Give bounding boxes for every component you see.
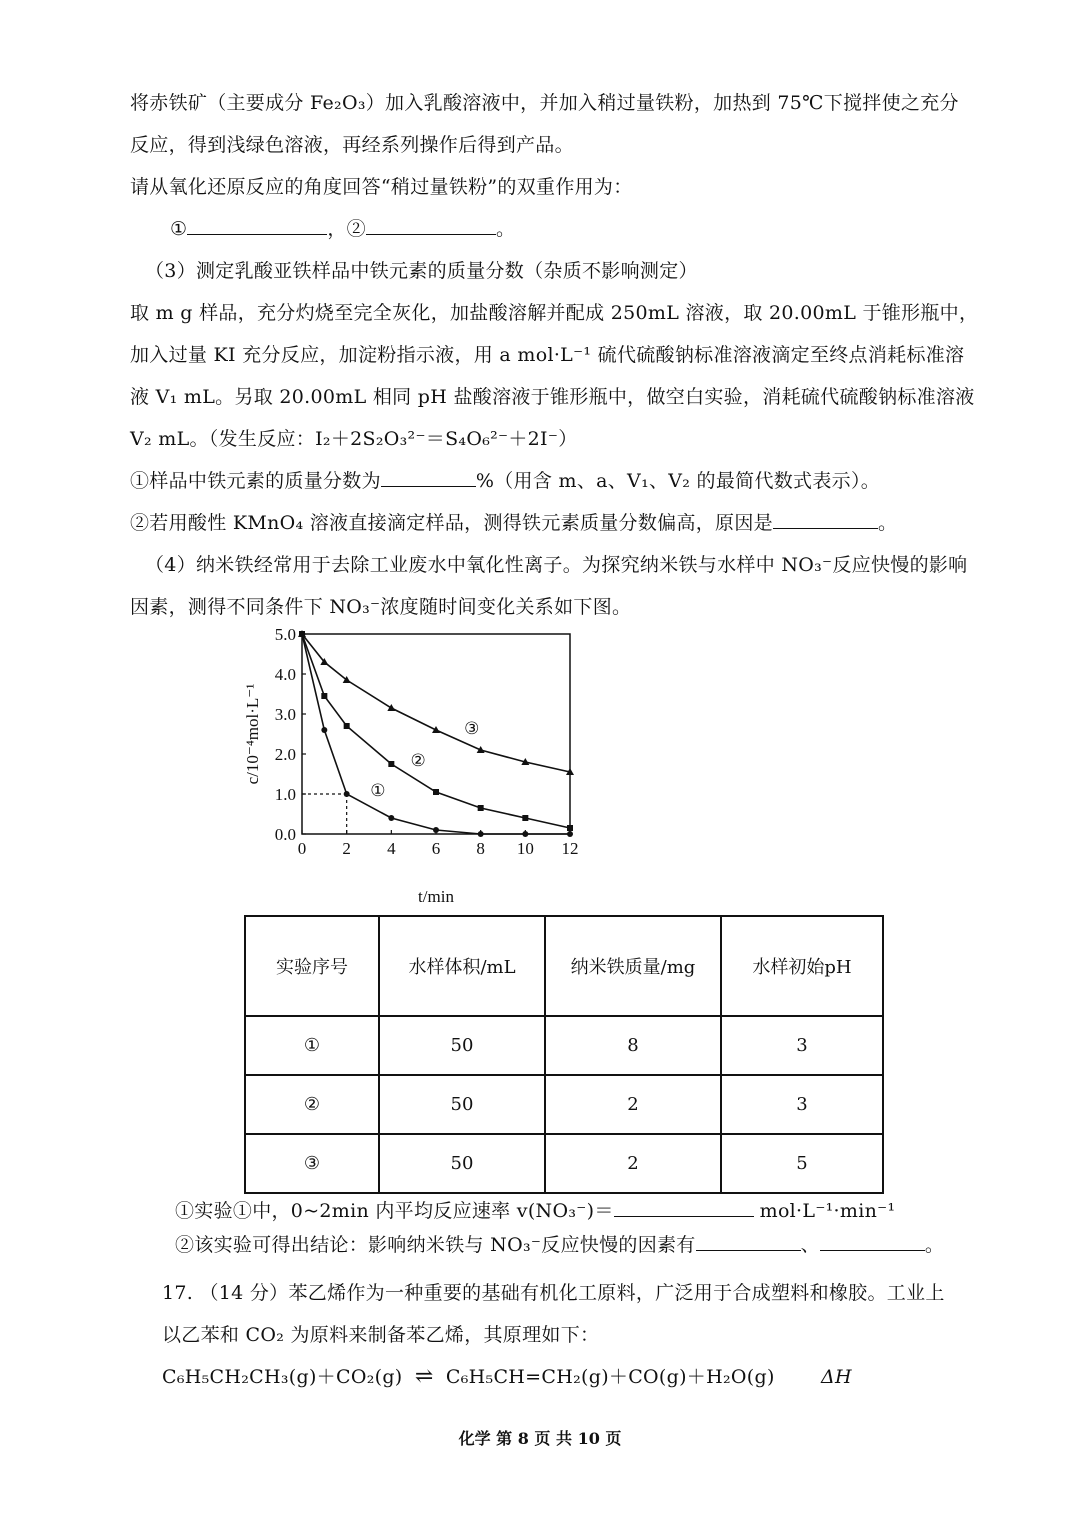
question-kmno4-text: ②若用酸性 KMnO₄ 溶液直接滴定样品，测得铁元素质量分数偏高，原因是 — [130, 512, 773, 534]
text-line-13: 因素，测得不同条件下 NO₃⁻浓度随时间变化关系如下图。 — [130, 596, 632, 618]
cell-exp: ② — [245, 1075, 379, 1134]
data-point — [344, 791, 350, 797]
data-point — [478, 805, 484, 811]
data-point — [522, 831, 528, 837]
reaction-equation — [162, 1362, 852, 1389]
question-rate — [175, 1196, 895, 1223]
y-tick-label: 0.0 — [274, 825, 296, 844]
data-point — [321, 693, 327, 699]
data-point — [567, 831, 573, 837]
y-tick-label: 4.0 — [274, 665, 296, 684]
x-tick-label: 2 — [342, 839, 351, 858]
data-point — [522, 815, 528, 821]
period: 。 — [495, 218, 516, 240]
delta-h: ΔH — [821, 1366, 852, 1388]
section-4-heading: （4）纳米铁经常用于去除工业废水中氧化性离子。为探究纳米铁与水样中 NO₃⁻反应快慢的影响 — [145, 554, 968, 576]
table-row — [245, 1075, 883, 1134]
cell-ph: 3 — [721, 1016, 883, 1075]
data-point — [388, 815, 394, 821]
answer-blank-2[interactable] — [366, 216, 496, 235]
period: 。 — [877, 512, 898, 534]
problem-17-line-2: 以乙苯和 CO₂ 为原料来制备苯乙烯，其原理如下： — [162, 1324, 600, 1346]
cell-mass: 2 — [545, 1134, 721, 1193]
text-line-6: 取 m g 样品，充分灼烧至完全灰化，加盐酸溶解并配成 250mL 溶液，取 20.00mL 于锥形瓶中， — [130, 302, 979, 324]
header-water-volume: 水样体积/mL — [379, 916, 545, 1016]
answer-blank-factor-2[interactable] — [820, 1232, 925, 1251]
data-point — [433, 789, 439, 795]
section-3-heading: （3）测定乳酸亚铁样品中铁元素的质量分数（杂质不影响测定） — [145, 260, 698, 282]
page-footer: 化学 第 8 页 共 10 页 — [458, 1429, 622, 1448]
cell-volume: 50 — [379, 1075, 545, 1134]
data-point — [567, 825, 573, 831]
x-axis-label: t/min — [418, 887, 454, 906]
cell-mass: 8 — [545, 1016, 721, 1075]
series-label-2: ② — [410, 751, 426, 770]
y-axis-label: c/10⁻⁴mol·L⁻¹ — [243, 683, 262, 785]
series-line-1 — [302, 634, 570, 834]
y-tick-label: 3.0 — [274, 705, 296, 724]
x-tick-label: 6 — [431, 839, 441, 858]
equation-products: C₆H₅CH=CH₂(g)＋CO(g)＋H₂O(g) — [445, 1366, 775, 1388]
text-line-1: 将赤铁矿（主要成分 Fe₂O₃）加入乳酸溶液中，并加入稍过量铁粉，加热到 75℃下搅拌使之充分 — [130, 92, 959, 114]
header-iron-mass: 纳米铁质量/mg — [545, 916, 721, 1016]
text-line-2: 反应，得到浅绿色溶液，再经系列操作后得到产品。 — [130, 134, 574, 156]
concentration-time-chart — [240, 620, 620, 910]
x-tick-label: 8 — [476, 839, 485, 858]
circled-2-label: ，② — [327, 218, 366, 240]
text-line-9: V₂ mL。（发生反应：I₂＋2S₂O₃²⁻＝S₄O₆²⁻＋2I⁻） — [130, 428, 578, 450]
cell-mass: 2 — [545, 1075, 721, 1134]
question-mass-fraction — [130, 466, 880, 493]
question-conclusion-text: ②该实验可得出结论：影响纳米铁与 NO₃⁻反应快慢的因素有 — [175, 1234, 696, 1256]
problem-17-line-1: 17. （14 分）苯乙烯作为一种重要的基础有机化工原料，广泛用于合成塑料和橡胶。工业上 — [162, 1282, 945, 1304]
answer-blank-factor-1[interactable] — [696, 1232, 801, 1251]
text-line-8: 液 V₁ mL。另取 20.00mL 相同 pH 盐酸溶液于锥形瓶中，做空白实验，消耗硫代硫酸钠标准溶液 — [130, 386, 975, 408]
question-mass-fraction-tail: %（用含 m、a、V₁、V₂ 的最简代数式表示）。 — [475, 470, 881, 492]
data-point — [387, 704, 395, 711]
data-point — [344, 723, 350, 729]
equilibrium-arrow-icon: ⇌ — [414, 1364, 434, 1389]
series-label-1: ① — [370, 781, 386, 800]
header-initial-ph: 水样初始pH — [721, 916, 883, 1016]
table-row — [245, 1016, 883, 1075]
table-header-row — [245, 916, 883, 1016]
answer-blank-reason[interactable] — [773, 510, 878, 529]
equation-reactants: C₆H₅CH₂CH₃(g)＋CO₂(g) — [162, 1366, 403, 1388]
y-tick-label: 2.0 — [274, 745, 296, 764]
x-tick-label: 12 — [561, 839, 579, 858]
y-tick-label: 5.0 — [274, 625, 296, 644]
text-line-3: 请从氧化还原反应的角度回答“稍过量铁粉”的双重作用为： — [130, 176, 633, 198]
experiment-table — [244, 915, 884, 1194]
circled-1-label: ① — [170, 218, 188, 240]
x-tick-label: 0 — [297, 839, 307, 858]
header-experiment-no: 实验序号 — [245, 916, 379, 1016]
data-point — [478, 831, 484, 837]
cell-volume: 50 — [379, 1134, 545, 1193]
plot-frame — [302, 634, 570, 834]
series-label-3: ③ — [464, 719, 480, 738]
cell-exp: ③ — [245, 1134, 379, 1193]
answer-blank-rate[interactable] — [614, 1198, 754, 1217]
cell-volume: 50 — [379, 1016, 545, 1075]
period: 。 — [924, 1234, 945, 1256]
question-rate-text: ①实验①中，0~2min 内平均反应速率 v(NO₃⁻)＝ — [175, 1200, 614, 1222]
question-kmno4 — [130, 508, 897, 535]
x-tick-label: 10 — [516, 839, 534, 858]
table-row — [245, 1134, 883, 1193]
answer-blank-mass-fraction[interactable] — [381, 468, 476, 487]
answer-line-dual-role — [170, 214, 515, 241]
cell-ph: 5 — [721, 1134, 883, 1193]
cell-ph: 3 — [721, 1075, 883, 1134]
question-mass-fraction-text: ①样品中铁元素的质量分数为 — [130, 470, 381, 492]
x-tick-label: 4 — [387, 839, 396, 858]
series-line-3 — [302, 634, 570, 772]
cell-exp: ① — [245, 1016, 379, 1075]
answer-blank-1[interactable] — [187, 216, 327, 235]
data-point — [321, 727, 327, 733]
data-point — [388, 761, 394, 767]
question-conclusion — [175, 1230, 944, 1257]
rate-unit: mol·L⁻¹·min⁻¹ — [759, 1200, 896, 1222]
separator: 、 — [800, 1234, 820, 1256]
data-point — [433, 827, 439, 833]
y-tick-label: 1.0 — [274, 785, 296, 804]
text-line-7: 加入过量 KI 充分反应，加淀粉指示液，用 a mol·L⁻¹ 硫代硫酸钠标准溶液滴定至终点消耗标准溶 — [130, 344, 965, 366]
